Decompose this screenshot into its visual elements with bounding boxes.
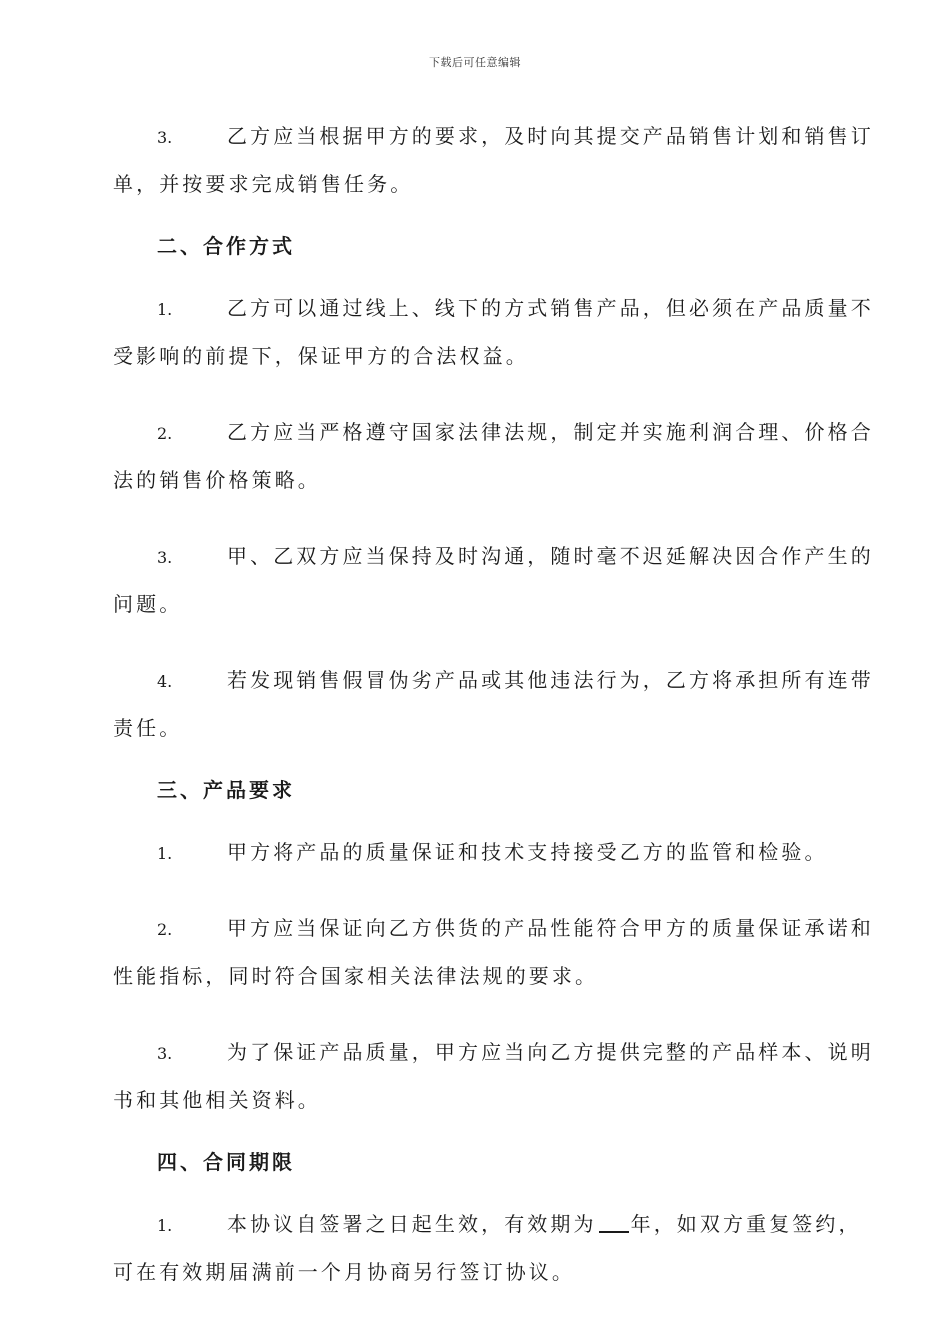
page-header: 下载后可任意编辑 xyxy=(429,56,521,69)
clause-number: 1. xyxy=(157,1216,173,1235)
clause-text: 本协议自签署之日起生效，有效期为 xyxy=(227,1212,597,1236)
clause-3-2 xyxy=(113,904,874,1000)
clause-number: 4. xyxy=(157,672,173,691)
clause-text: 甲方应当保证向乙方供货的产品性能符合甲方的质量保证承诺和 xyxy=(227,916,874,940)
clause-text-cont: 受影响的前提下，保证甲方的合法权益。 xyxy=(113,344,529,368)
clause-text-cont: 法的销售价格策略。 xyxy=(113,468,321,492)
clause-number: 1. xyxy=(157,300,173,319)
clause-2-3 xyxy=(113,532,874,628)
clause-text: 若发现销售假冒伪劣产品或其他违法行为，乙方将承担所有连带 xyxy=(227,668,874,692)
clause-2-2 xyxy=(113,408,874,504)
clause-text-cont: 问题。 xyxy=(113,592,183,616)
clause-2-4 xyxy=(113,656,874,752)
clause-text: 为了保证产品质量，甲方应当向乙方提供完整的产品样本、说明 xyxy=(227,1040,874,1064)
document-body xyxy=(113,112,874,1324)
clause-text-cont: 单，并按要求完成销售任务。 xyxy=(113,172,414,196)
clause-1-3 xyxy=(113,112,874,208)
clause-number: 3. xyxy=(157,128,173,147)
clause-text-cont: 书和其他相关资料。 xyxy=(113,1088,321,1112)
clause-number: 2. xyxy=(157,920,173,939)
fill-in-blank xyxy=(599,1213,629,1233)
clause-text-after-blank: 年，如双方重复签约， xyxy=(630,1212,862,1236)
clause-number: 2. xyxy=(157,424,173,443)
clause-2-1 xyxy=(113,284,874,380)
clause-text-cont: 责任。 xyxy=(113,716,183,740)
clause-number: 3. xyxy=(157,1044,173,1063)
clause-text: 乙方可以通过线上、线下的方式销售产品，但必须在产品质量不 xyxy=(227,296,874,320)
clause-text: 甲方将产品的质量保证和技术支持接受乙方的监管和检验。 xyxy=(227,840,828,864)
clause-text-cont: 可在有效期届满前一个月协商另行签订协议。 xyxy=(113,1260,575,1284)
clause-text: 乙方应当根据甲方的要求，及时向其提交产品销售计划和销售订 xyxy=(227,124,874,148)
clause-3-1 xyxy=(113,828,835,876)
clause-number: 3. xyxy=(157,548,173,567)
clause-text: 甲、乙双方应当保持及时沟通，随时毫不迟延解决因合作产生的 xyxy=(227,544,874,568)
clause-number: 1. xyxy=(157,844,173,863)
clause-text-cont: 性能指标，同时符合国家相关法律法规的要求。 xyxy=(113,964,599,988)
clause-4-1 xyxy=(113,1200,862,1296)
section-heading-cooperation: 二、合作方式 xyxy=(157,234,295,258)
section-heading-product-requirements: 三、产品要求 xyxy=(157,778,295,802)
section-heading-contract-term: 四、合同期限 xyxy=(157,1150,295,1174)
clause-text: 乙方应当严格遵守国家法律法规，制定并实施利润合理、价格合 xyxy=(227,420,874,444)
clause-3-3 xyxy=(113,1028,874,1124)
